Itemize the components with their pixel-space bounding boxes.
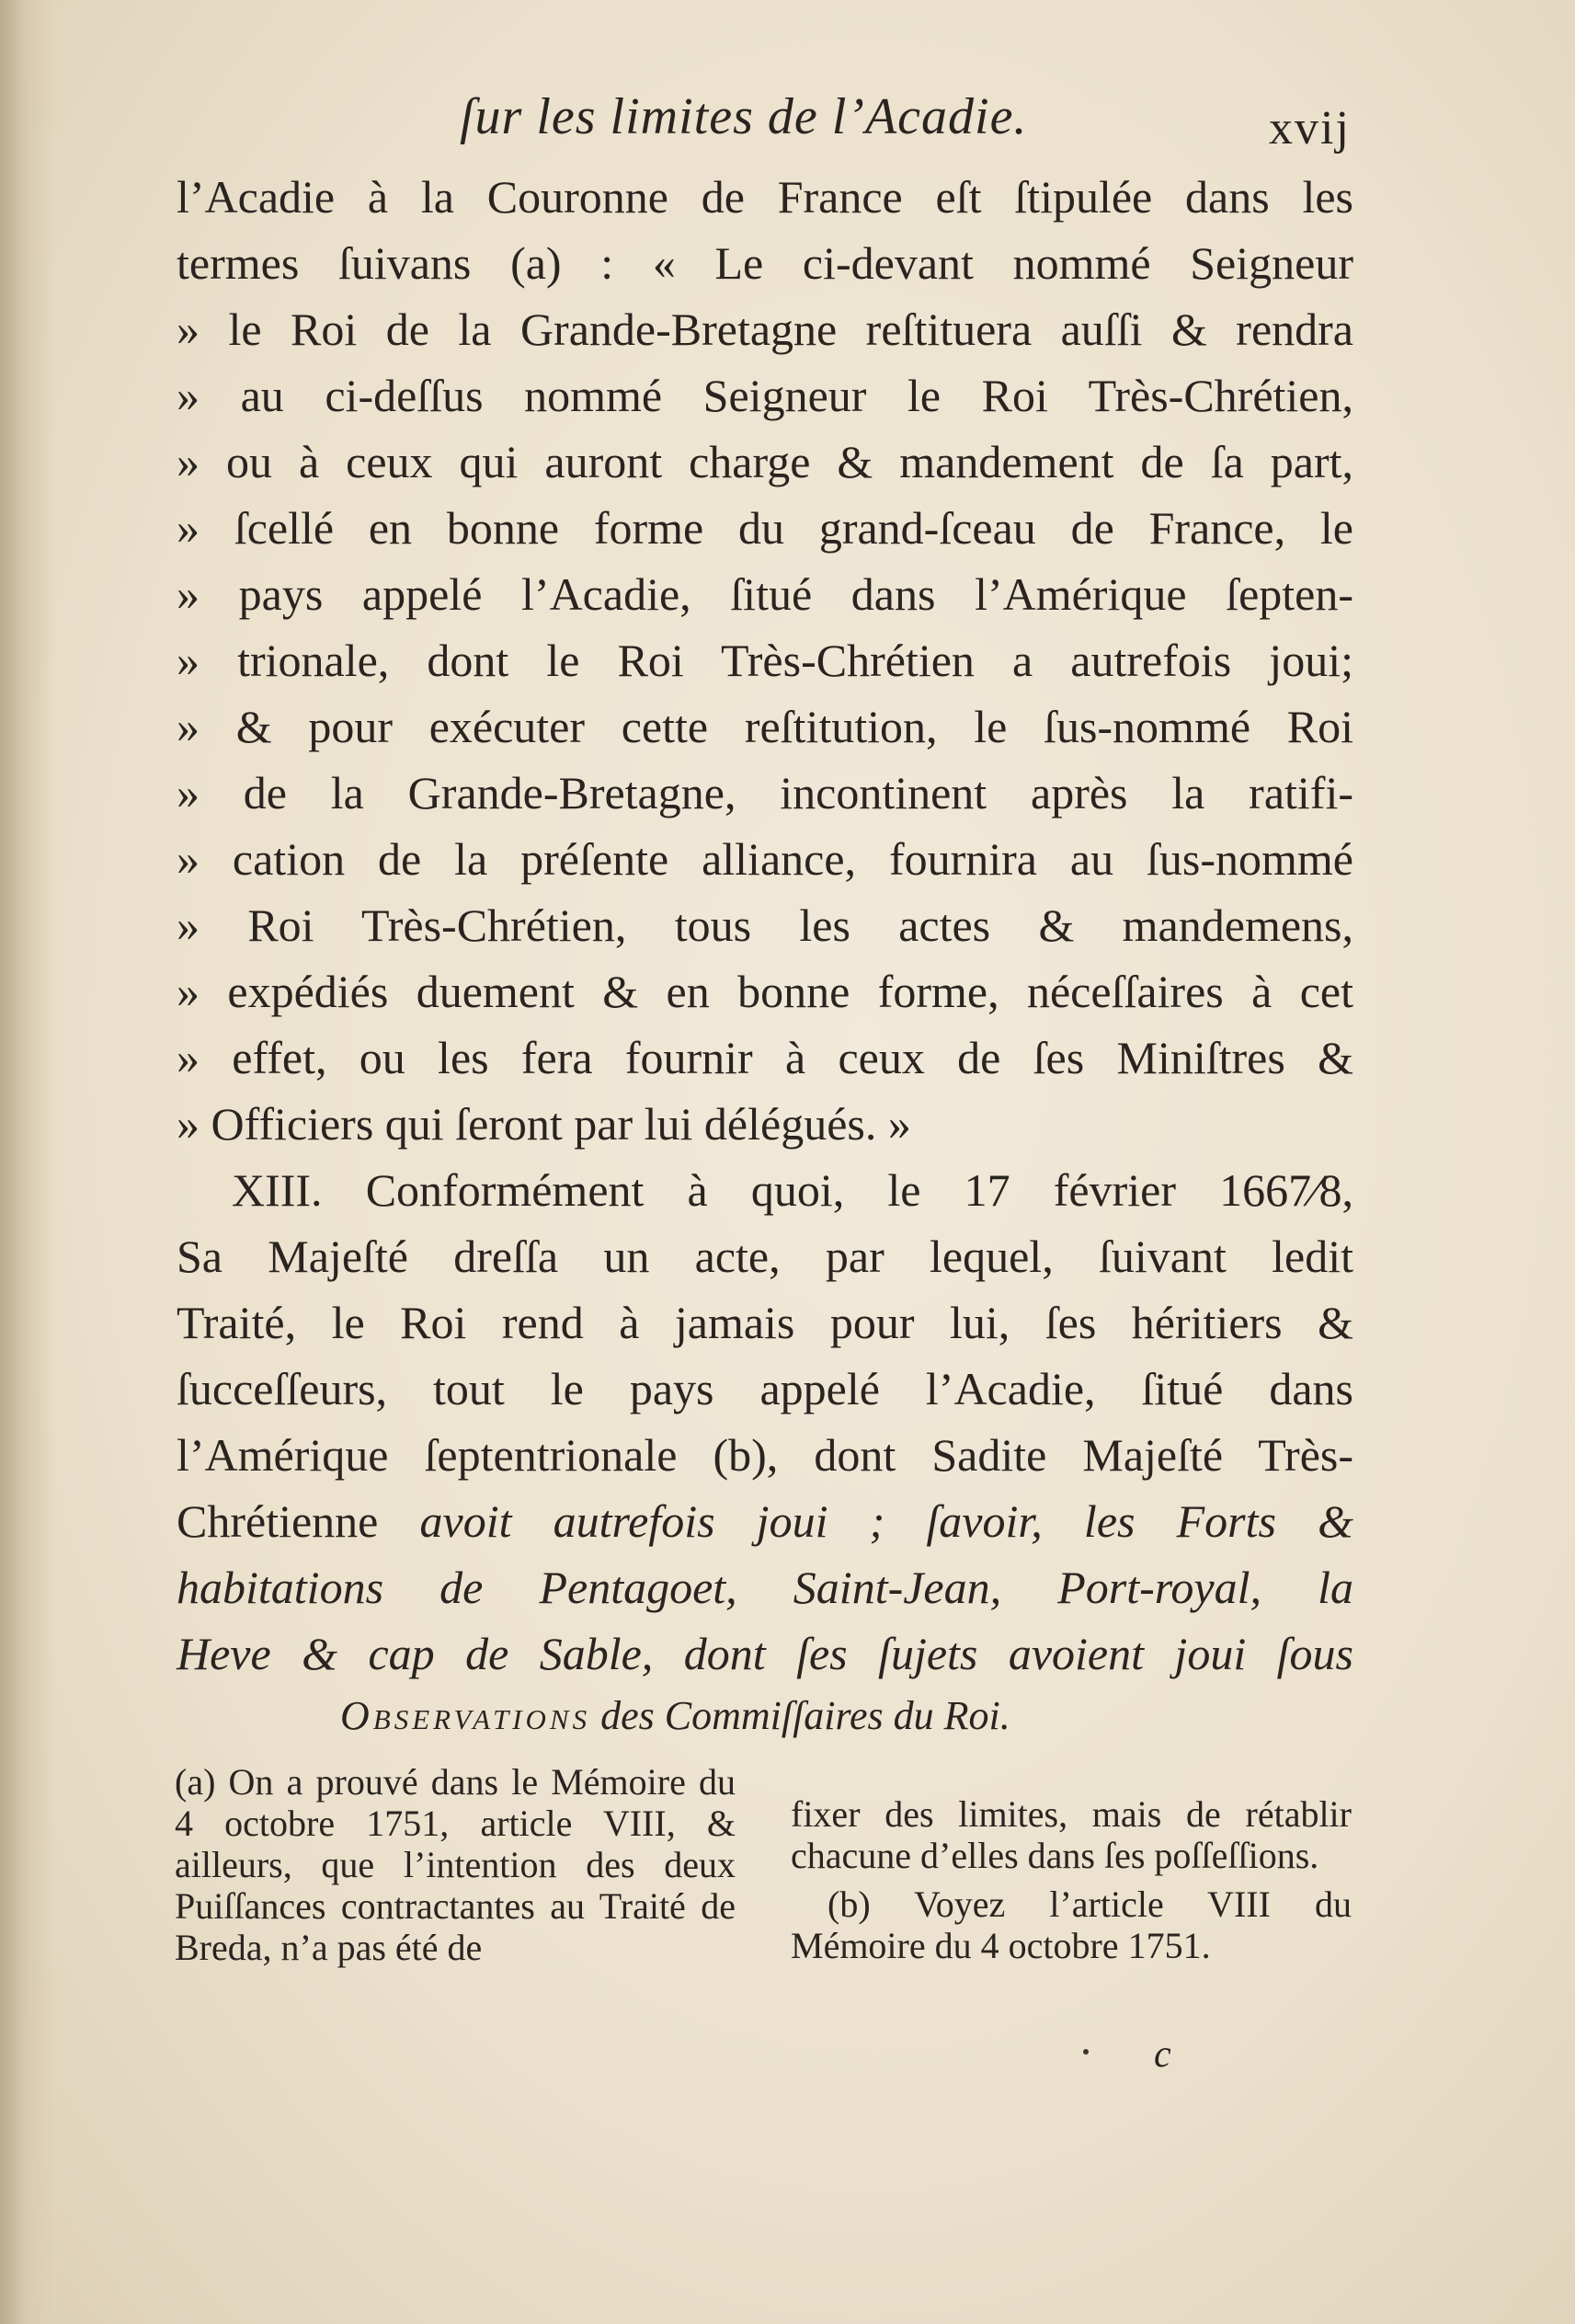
signature-mark: c [1154, 2033, 1171, 2076]
text-line: » expédiés duement & en bonne forme, néceſſaires à cet [177, 966, 1353, 1017]
signature-dot [1083, 2049, 1089, 2055]
text-line: » ou à ceux qui auront charge & mandement de ſa part, [177, 436, 1353, 487]
footnote-b: (b) Voyez l’article VIII du Mémoire du 4 octobre 1751. [791, 1883, 1352, 1966]
italic-line: habitations de Pentagoet, Saint-Jean, Port-royal, la [177, 1562, 1353, 1613]
text-line: » & pour exécuter cette reſtitution, le ſus-nommé Roi [177, 701, 1353, 752]
text-line: » de la Grande-Bretagne, incontinent après la ratifi- [177, 767, 1353, 819]
running-title: ſur les limites de l’Acadie. [460, 88, 1028, 145]
text-line: » effet, ou les fera fournir à ceux de ſes Miniſtres & [177, 1032, 1353, 1083]
text-line: » pays appelé l’Acadie, ſitué dans l’Amérique ſepten- [177, 568, 1353, 620]
text-line: termes ſuivans (a) : « Le ci-devant nommé Seigneur [177, 237, 1353, 289]
page-number: xvij [1269, 102, 1351, 155]
observations-heading-caps: Observations [340, 1693, 591, 1738]
text-line: » le Roi de la Grande-Bretagne reſtituera auſſi & rendra [177, 303, 1353, 355]
text-segment: Chrétienne [177, 1495, 420, 1547]
text-line: XIII. Conformément à quoi, le 17 février 1667⁄8, [232, 1164, 1353, 1216]
text-line: l’Amérique ſeptentrionale (b), dont Sadite Majeſté Très- [177, 1429, 1353, 1481]
text-line: ſucceſſeurs, tout le pays appelé l’Acadie, ſitué dans [177, 1363, 1353, 1414]
main-text [177, 164, 1353, 1687]
text-line: Traité, le Roi rend à jamais pour lui, ſes héritiers & [177, 1297, 1353, 1348]
text-line: Sa Majeſté dreſſa un acte, par lequel, ſuivant ledit [177, 1231, 1353, 1282]
text-line: » trionale, dont le Roi Très-Chrétien a autrefois joui; [177, 635, 1353, 686]
italic-line: Heve & cap de Sable, dont ſes ſujets avoient joui ſous [177, 1628, 1353, 1679]
text-line: » au ci-deſſus nommé Seigneur le Roi Très-Chrétien, [177, 370, 1353, 421]
italic-segment: avoit autrefois joui ; ſavoir, les Forts & [419, 1495, 1353, 1547]
text-line [177, 1488, 1353, 1554]
text-line: l’Acadie à la Couronne de France eſt ſtipulée dans les [177, 171, 1353, 223]
gutter-shadow [0, 0, 55, 2324]
text-line: » Officiers qui ſeront par lui délégués. » [177, 1098, 911, 1150]
observations-heading [340, 1692, 1010, 1739]
text-line: » cation de la préſente alliance, fournira au ſus-nommé [177, 833, 1353, 885]
footnotes-right-column [791, 1793, 1352, 1966]
text-line: » ſcellé en bonne forme du grand-ſceau de France, le [177, 502, 1353, 554]
text-line: » Roi Très-Chrétien, tous les actes & mandemens, [177, 899, 1353, 951]
observations-heading-rest: des Commiſſaires du Roi. [590, 1693, 1010, 1738]
footnote-a: (a) On a prouvé dans le Mémoire du 4 octobre 1751, article VIII, & ailleurs, que l’intention des deux Puiſſances contractantes au Traité de Breda, n’a pas été de [175, 1761, 736, 1968]
footnote-a-continued: fixer des limites, mais de rétablir chacune d’elles dans ſes poſſeſſions. [791, 1793, 1352, 1876]
